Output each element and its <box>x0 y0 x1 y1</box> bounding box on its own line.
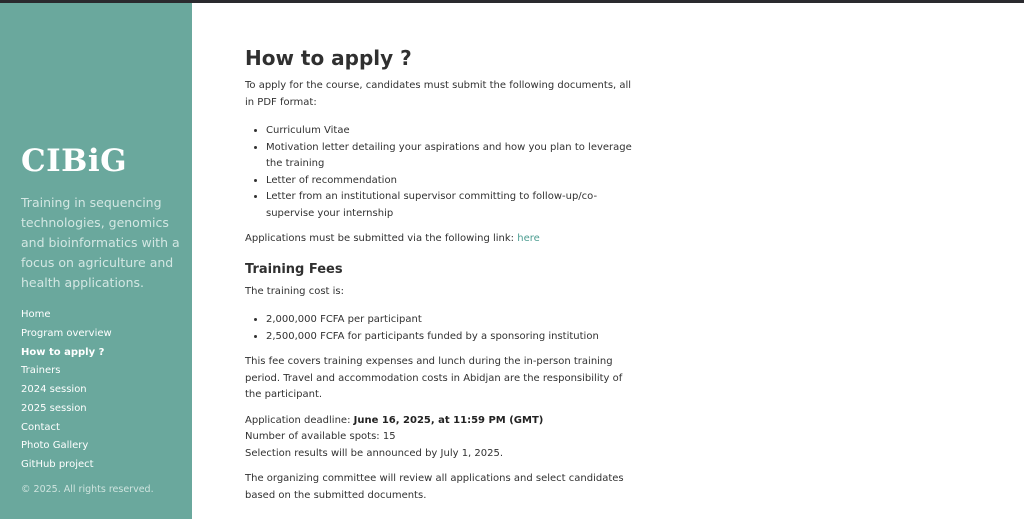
nav-program-overview[interactable]: Program overview <box>21 327 112 339</box>
fees-heading: Training Fees <box>245 261 343 277</box>
apply-link[interactable]: here <box>517 233 540 244</box>
sidebar-nav <box>21 306 112 475</box>
main-content <box>245 44 635 513</box>
submit-paragraph <box>245 231 635 248</box>
nav-trainers[interactable]: Trainers <box>21 365 61 377</box>
spots-text: Number of available spots: 15 <box>245 431 396 442</box>
list-item: • 2,500,000 FCFA for participants funded by a sponsoring institution <box>266 329 635 346</box>
nav-github-project[interactable]: GitHub project <box>21 459 94 470</box>
site-tagline: Training in sequencing technologies, genomics and bioinformatics with a focus on agriculture and health applications. <box>21 195 180 290</box>
submit-text: Applications must be submitted via the following link: <box>245 233 518 244</box>
list-item: • Letter from an institutional supervisor committing to follow-up/co-supervise your internship <box>266 189 635 222</box>
nav-2024-session[interactable]: 2024 session <box>21 384 87 395</box>
fees-intro: The training cost is: <box>245 285 344 297</box>
nav-contact[interactable]: Contact <box>21 421 60 433</box>
results-text: Selection results will be announced by July 1, 2025. <box>245 447 504 459</box>
sidebar <box>0 3 192 519</box>
list-item: • Letter of recommendation <box>266 173 635 190</box>
closing-text: The organizing committee will review all applications and select candidates based on the submitted documents. <box>245 473 624 501</box>
page-title: How to apply ? <box>245 46 412 70</box>
fees-list <box>245 312 635 345</box>
nav-photo-gallery[interactable]: Photo Gallery <box>21 440 89 452</box>
copyright-text: © 2025. All rights reserved. <box>21 484 154 495</box>
nav-home[interactable]: Home <box>21 309 51 320</box>
documents-list <box>245 123 635 222</box>
deadline-block <box>245 413 635 463</box>
list-item: • 2,000,000 FCFA per participant <box>266 312 635 329</box>
deadline-label: Application deadline: <box>245 414 354 426</box>
deadline-value: June 16, 2025, at 11:59 PM (GMT) <box>353 414 544 426</box>
nav-how-to-apply[interactable]: How to apply ? <box>21 346 105 358</box>
fees-note: This fee covers training expenses and lunch during the in-person training period. Travel and accommodation costs in Abidjan are the responsibility of the participant. <box>245 356 623 400</box>
site-brand[interactable]: CIBiG <box>21 143 128 179</box>
list-item: • Curriculum Vitae <box>266 123 635 140</box>
nav-2025-session[interactable]: 2025 session <box>21 402 87 414</box>
intro-text: To apply for the course, candidates must submit the following documents, all in PDF format: <box>245 80 632 108</box>
list-item: • Motivation letter detailing your aspirations and how you plan to leverage the training <box>266 140 635 173</box>
